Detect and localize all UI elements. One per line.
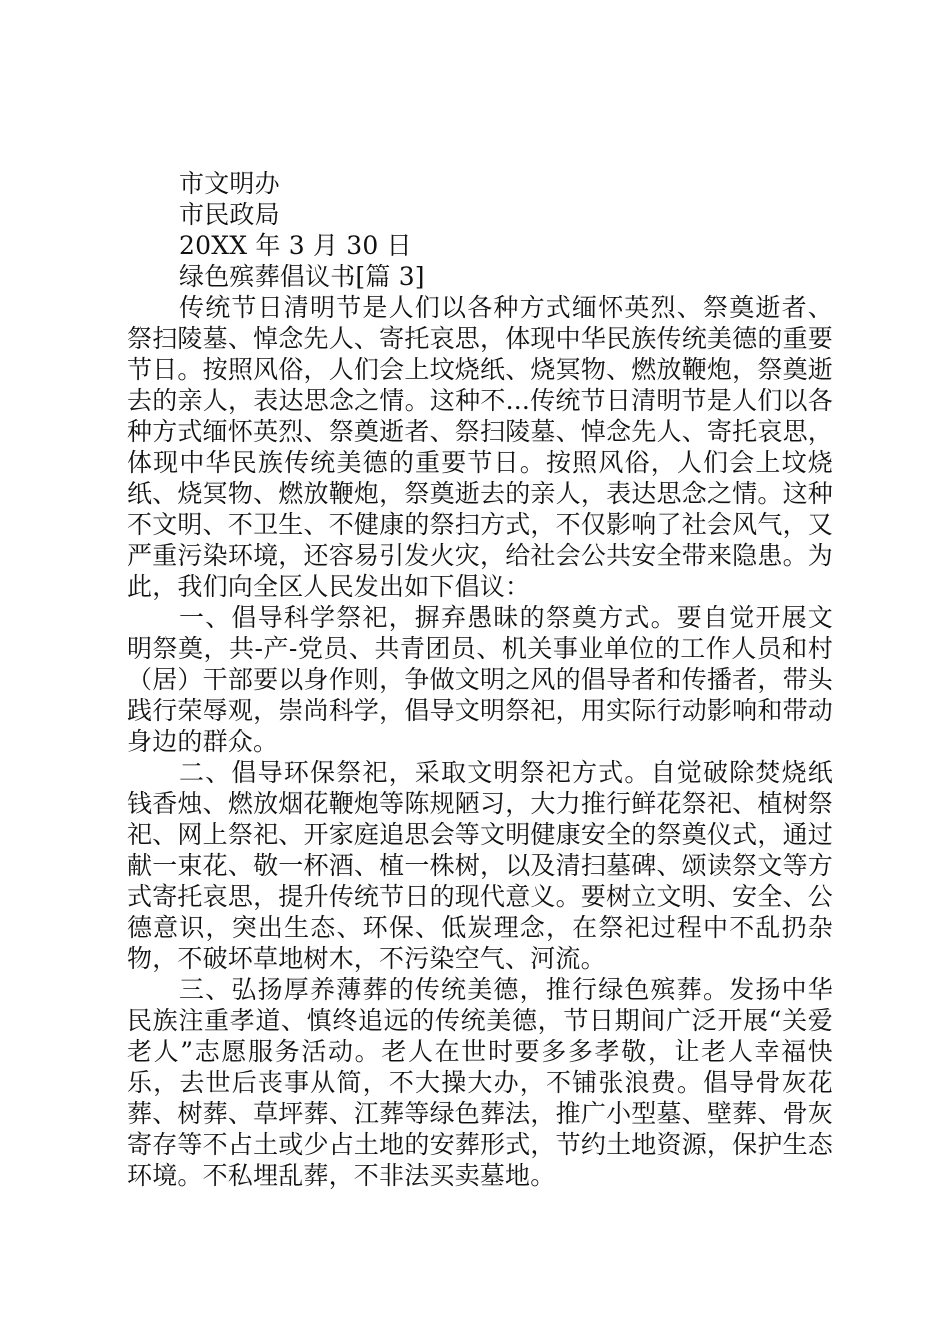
section-title: 绿色殡葬倡议书[篇 3]	[179, 262, 425, 291]
signature-org-1: 市文明办	[179, 169, 280, 198]
document-body	[127, 168, 833, 1191]
signature-org-2: 市民政局	[179, 200, 280, 229]
signature-date: 20XX 年 3 月 30 日	[179, 231, 412, 260]
paragraph-item-1: 一、倡导科学祭祀，摒弃愚昧的祭奠方式。要自觉开展文明祭奠，共-产-党员、共青团员、机关事业单位的工作人员和村（居）干部要以身作则，争做文明之风的倡导者和传播者，带头践行荣辱观，崇尚科学，倡导文明祭祀，用实际行动影响和带动身边的群众。	[127, 603, 833, 756]
paragraph-item-3: 三、弘扬厚养薄葬的传统美德，推行绿色殡葬。发扬中华民族注重孝道、慎终追远的传统美德，节日期间广泛开展“关爱老人”志愿服务活动。老人在世时要多多孝敬，让老人幸福快乐，去世后丧事从简，不大操大办，不铺张浪费。倡导骨灰花葬、树葬、草坪葬、江葬等绿色葬法，推广小型墓、壁葬、骨灰寄存等不占土或少占土地的安葬形式，节约土地资源，保护生态环境。不私埋乱葬，不非法买卖墓地。	[127, 975, 833, 1190]
paragraph-intro: 传统节日清明节是人们以各种方式缅怀英烈、祭奠逝者、祭扫陵墓、悼念先人、寄托哀思，体现中华民族传统美德的重要节日。按照风俗，人们会上坟烧纸、烧冥物、燃放鞭炮，祭奠逝去的亲人，表达思念之情。这种不...传统节日清明节是人们以各种方式缅怀英烈、祭奠逝者、祭扫陵墓、悼念先人、寄托哀思，体现中华民族传统美德的重要节日。按照风俗，人们会上坟烧纸、烧冥物、燃放鞭炮，祭奠逝去的亲人，表达思念之情。这种不文明、不卫生、不健康的祭扫方式，不仅影响了社会风气，又严重污染环境，还容易引发火灾，给社会公共安全带来隐患。为此，我们向全区人民发出如下倡议：	[127, 293, 833, 601]
paragraph-item-2: 二、倡导环保祭祀，采取文明祭祀方式。自觉破除焚烧纸钱香烛、燃放烟花鞭炮等陈规陋习，大力推行鲜花祭祀、植树祭祀、网上祭祀、开家庭追思会等文明健康安全的祭奠仪式，通过献一束花、敬一杯酒、植一株树，以及清扫墓碑、颂读祭文等方式寄托哀思，提升传统节日的现代意义。要树立文明、安全、公德意识，突出生态、环保、低炭理念，在祭祀过程中不乱扔杂物，不破坏草地树木，不污染空气、河流。	[127, 758, 833, 973]
